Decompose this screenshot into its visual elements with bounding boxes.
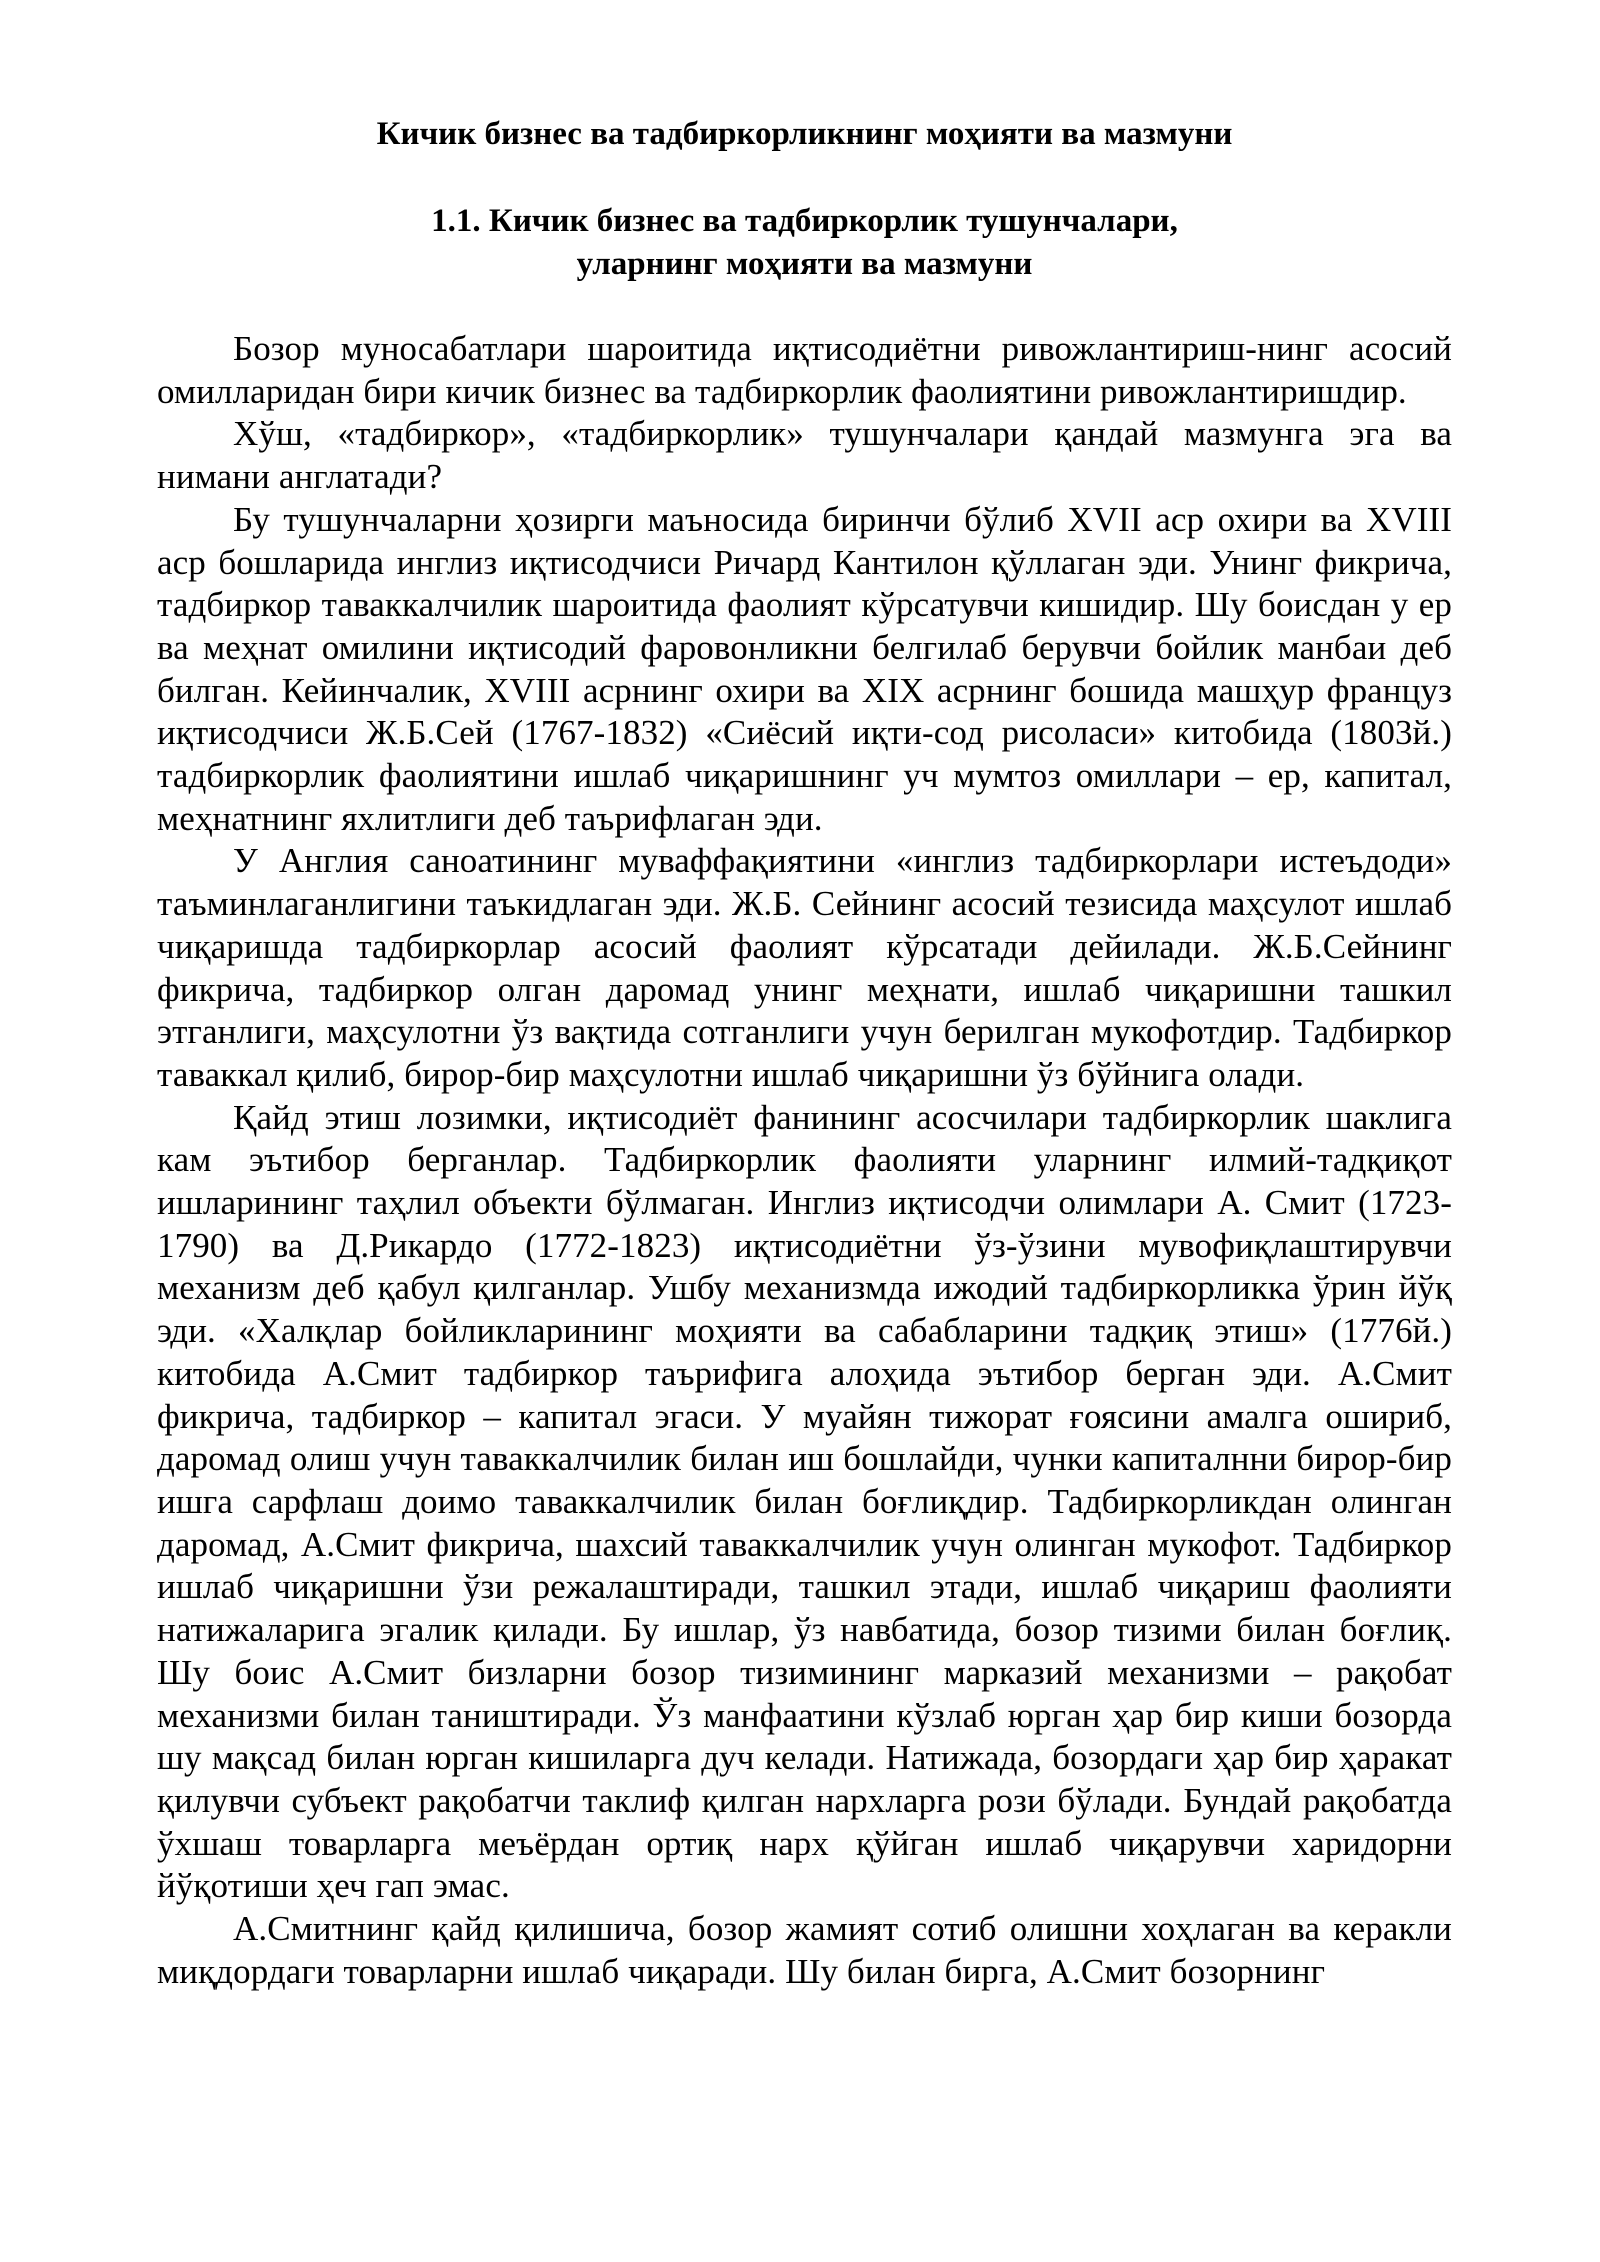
paragraph: У Англия саноатининг муваффақиятини «инглиз тадбиркорлари истеъдоди» таъминлаганлигини таъкидлаган эди. Ж.Б. Сейнинг асосий тезисида маҳсулот ишлаб чиқаришда тадбиркорлар асосий фаолият кўрсатади дейилади. Ж.Б.Сейнинг фикрича, тадбиркор олган даромад унинг меҳнати, ишлаб чиқаришни ташкил этганлиги, маҳсулотни ўз вақтида сотганлиги учун берилган мукофотдир. Тадбиркор таваккал қилиб, бирор-бир маҳсулотни ишлаб чиқаришни ўз бўйнига олади. [157, 841, 1452, 1094]
section-heading-line-1: 1.1. Кичик бизнес ва тадбиркорлик тушунчалари, [431, 203, 1178, 239]
paragraph: Хўш, «тадбиркор», «тадбиркорлик» тушунчалари қандай мазмунга эга ва нимани англатади? [157, 414, 1452, 497]
paragraph: Бозор муносабатлари шароитида иқтисодиётни ривожлантириш-нинг асосий омилларидан бири кичик бизнес ва тадбиркорлик фаолиятини ривожлантиришдир. [157, 329, 1452, 411]
document-title: Кичик бизнес ва тадбиркорликнинг моҳияти ва мазмуни [376, 116, 1233, 152]
body-text [157, 328, 1452, 1993]
section-heading-line-2: уларнинг моҳияти ва мазмуни [576, 246, 1033, 282]
section-heading [157, 200, 1452, 286]
paragraph: Бу тушунчаларни ҳозирги маъносида биринчи бўлиб XVII аср охири ва XVIII аср бошларида инглиз иқтисодчиси Ричард Кантилон қўллаган эди. Унинг фикрича, тадбиркор таваккалчилик шароитида фаолият кўрсатувчи кишидир. Шу боисдан у ер ва меҳнат омилини иқтисодий фаровонликни белгилаб берувчи бойлик манбаи деб билган. Кейинчалик, XVIII асрнинг охири ва XIX асрнинг бошида машҳур француз иқтисодчиси Ж.Б.Сей (1767-1832) «Сиёсий иқти-сод рисоласи» китобида (1803й.) тадбиркорлик фаолиятини ишлаб чиқаришнинг уч мумтоз омиллари – ер, капитал, меҳнатнинг яхлитлиги деб таърифлаган эди. [157, 499, 1452, 838]
paragraph: А.Смитнинг қайд қилишича, бозор жамият сотиб олишни хоҳлаган ва керакли миқдордаги товарларни ишлаб чиқаради. Шу билан бирга, А.Смит бозорнинг [157, 1909, 1452, 1991]
paragraph: Қайд этиш лозимки, иқтисодиёт фанининг асосчилари тадбиркорлик шаклига кам эътибор берганлар. Тадбиркорлик фаолияти уларнинг илмий-тадқиқот ишларининг таҳлил объекти бўлмаган. Инглиз иқтисодчи олимлари А. Смит (1723-1790) ва Д.Рикардо (1772-1823) иқтисодиётни ўз-ўзини мувофиқлаштирувчи механизм деб қабул қилганлар. Ушбу механизмда ижодий тадбиркорликка ўрин йўқ эди. «Халқлар бойликларининг моҳияти ва сабабларини тадқиқ этиш» (1776й.) китобида А.Смит тадбиркор таърифига алоҳида эътибор берган эди. А.Смит фикрича, тадбиркор – капитал эгаси. У муайян тижорат ғоясини амалга ошириб, даромад олиш учун таваккалчилик билан иш бошлайди, чунки капиталнни бирор-бир ишга сарфлаш доимо таваккалчилик билан боғлиқдир. Тадбиркорликдан олинган даромад, А.Смит фикрича, шахсий таваккалчилик учун олинган мукофот. Тадбиркор ишлаб чиқаришни ўзи режалаштиради, ташкил этади, ишлаб чиқариш фаолияти натижаларига эгалик қилади. Бу ишлар, ўз навбатида, бозор тизими билан боғлиқ. Шу боис А.Смит бизларни бозор тизимининг марказий механизми – рақобат механизми билан таништиради. Ўз манфаатини кўзлаб юрган ҳар бир киши бозорда шу мақсад билан юрган кишиларга дуч келади. Натижада, бозордаги ҳар бир ҳаракат қилувчи субъект рақобатчи таклиф қилган нархларга рози бўлади. Бундай рақобатда ўхшаш товарларга меъёрдан ортиқ нарх қўйган ишлаб чиқарувчи харидорни йўқотиши ҳеч гап эмас. [157, 1097, 1452, 1906]
